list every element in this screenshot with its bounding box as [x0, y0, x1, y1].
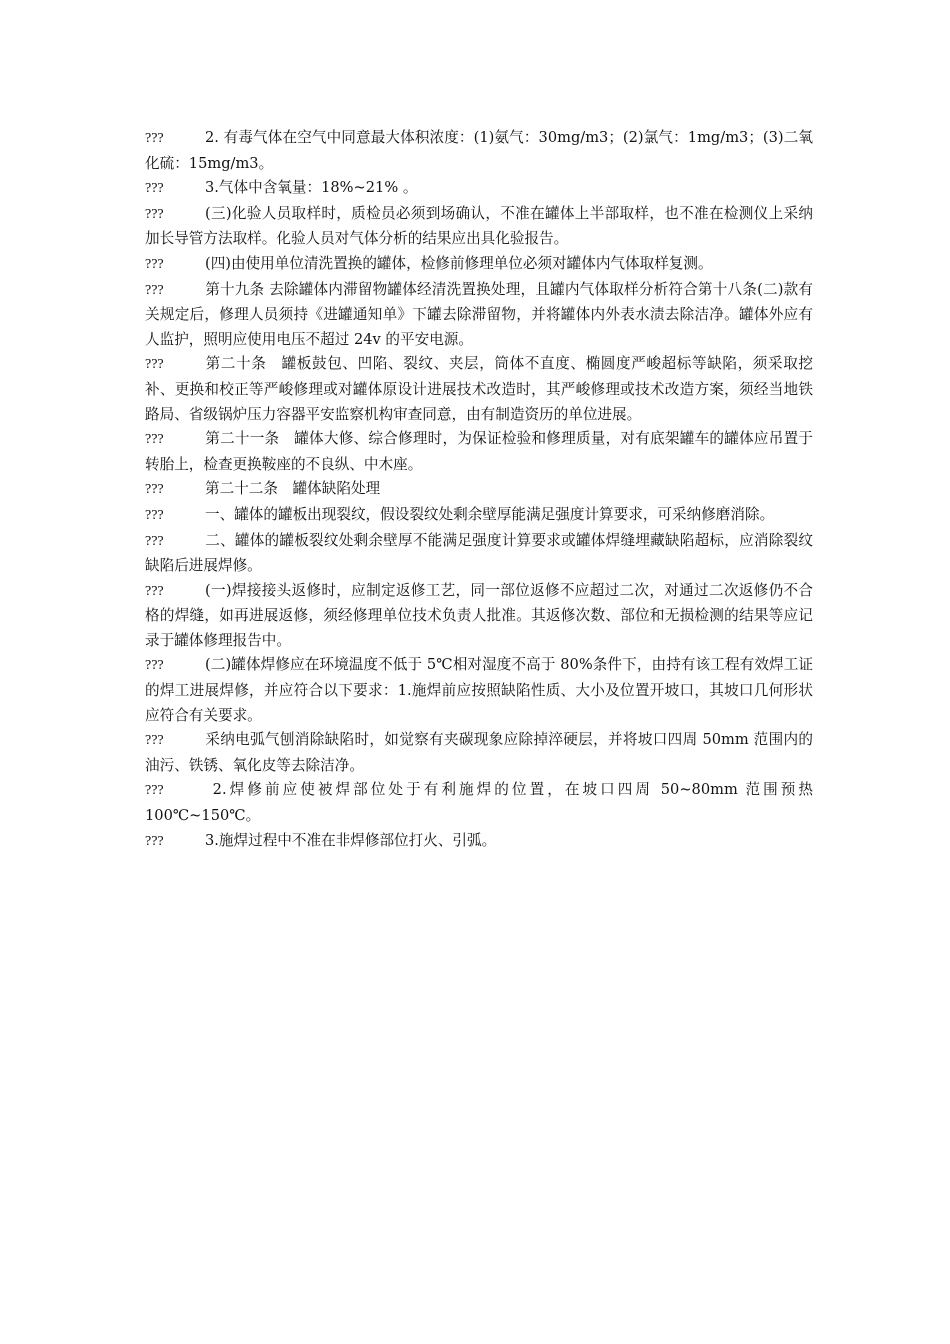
document-body — [145, 126, 813, 854]
paragraph — [145, 778, 813, 828]
paragraph — [145, 278, 813, 353]
paragraph-text: 第二十条 罐板鼓包、凹陷、裂纹、夹层，筒体不直度、椭圆度严峻超标等缺陷，须采取挖补、更换和校正等严峻修理或对罐体原设计进展技术改造时，其严峻修理或技术改造方案，须经当地铁路局、省级锅炉压力容器平安监察机构审查同意，由有制造资历的单位进展。 — [145, 355, 813, 423]
paragraph-marker: ??? — [145, 583, 164, 599]
paragraph — [145, 653, 813, 728]
paragraph-marker: ??? — [145, 783, 164, 799]
paragraph-marker: ??? — [145, 658, 164, 674]
paragraph — [145, 176, 813, 202]
paragraph-text: 3.施焊过程中不准在非焊修部位打火、引弧。 — [205, 831, 497, 849]
paragraph — [145, 126, 813, 176]
paragraph-text: 采纳电弧气刨消除缺陷时，如觉察有夹碳现象应除掉淬硬层，并将坡口四周 50mm 范围内的油污、铁锈、氧化皮等去除洁净。 — [145, 731, 813, 774]
paragraph-marker: ??? — [145, 482, 164, 498]
paragraph-marker: ??? — [145, 533, 164, 549]
paragraph-marker: ??? — [145, 206, 164, 222]
paragraph — [145, 579, 813, 654]
paragraph-text: (三)化验人员取样时，质检员必须到场确认，不准在罐体上半部取样，也不准在检测仪上采纳加长导管方法取样。化验人员对气体分析的结果应出具化验报告。 — [145, 204, 813, 248]
paragraph-text: 2. 有毒气体在空气中同意最大体积浓度：(1)氨气：30mg/m3；(2)氯气：1mg/m3；(3)二氧化硫：15mg/m3。 — [145, 129, 813, 172]
paragraph-text: (四)由使用单位清洗置换的罐体，检修前修理单位必须对罐体内气体取样复测。 — [205, 254, 713, 272]
paragraph — [145, 252, 813, 278]
paragraph-marker: ??? — [145, 131, 164, 146]
paragraph-marker: ??? — [145, 181, 164, 197]
section-heading — [145, 477, 813, 503]
paragraph-text: 2.焊修前应使被焊部位处于有利施焊的位置，在坡口四周 50~80mm 范围预热 100℃~150℃。 — [145, 781, 813, 825]
paragraph — [145, 427, 813, 477]
paragraph — [145, 829, 813, 855]
paragraph-marker: ??? — [145, 357, 164, 373]
paragraph — [145, 352, 813, 427]
paragraph-text: (一)焊接接头返修时，应制定返修工艺，同一部位返修不应超过二次，对通过二次返修仍不合格的焊缝，如再进展返修，须经修理单位技术负责人批准。其返修次数、部位和无损检测的结果等应记录于罐体修理报告中。 — [145, 581, 813, 649]
paragraph — [145, 503, 813, 529]
paragraph-text: 第二十二条 罐体缺陷处理 — [205, 480, 381, 498]
paragraph — [145, 728, 813, 778]
paragraph — [145, 529, 813, 579]
paragraph-marker: ??? — [145, 432, 164, 448]
paragraph-text: 二、罐体的罐板裂纹处剩余壁厚不能满足强度计算要求或罐体焊缝埋藏缺陷超标，应消除裂纹缺陷后进展焊修。 — [145, 531, 813, 575]
paragraph-marker: ??? — [145, 733, 164, 749]
paragraph-text: 一、罐体的罐板出现裂纹，假设裂纹处剩余壁厚能满足强度计算要求，可采纳修磨消除。 — [205, 505, 775, 523]
paragraph-text: 3.气体中含氧量：18%~21% 。 — [205, 179, 418, 197]
paragraph-text: (二)罐体焊修应在环境温度不低于 5℃相对湿度不高于 80%条件下，由持有该工程有效焊工证的焊工进展焊修，并应符合以下要求：1.施焊前应按照缺陷性质、大小及位置开坡口，其坡口几何形状应符合有关要求。 — [145, 656, 813, 724]
paragraph-text: 第二十一条 罐体大修、综合修理时，为保证检验和修理质量，对有底架罐车的罐体应吊置于转胎上，检查更换鞍座的不良纵、中木座。 — [145, 430, 813, 473]
paragraph-marker: ??? — [145, 833, 164, 849]
paragraph-marker: ??? — [145, 282, 164, 298]
paragraph — [145, 202, 813, 252]
paragraph-marker: ??? — [145, 256, 164, 272]
paragraph-text: 第十九条 去除罐体内滞留物罐体经清洗置换处理，且罐内气体取样分析符合第十八条(二)款有关规定后，修理人员须持《进罐通知单》下罐去除滞留物，并将罐体内外表水渍去除洁净。罐体外应有人监护，照明应使用电压不超过 24v 的平安电源。 — [145, 280, 813, 348]
paragraph-marker: ??? — [145, 507, 164, 523]
